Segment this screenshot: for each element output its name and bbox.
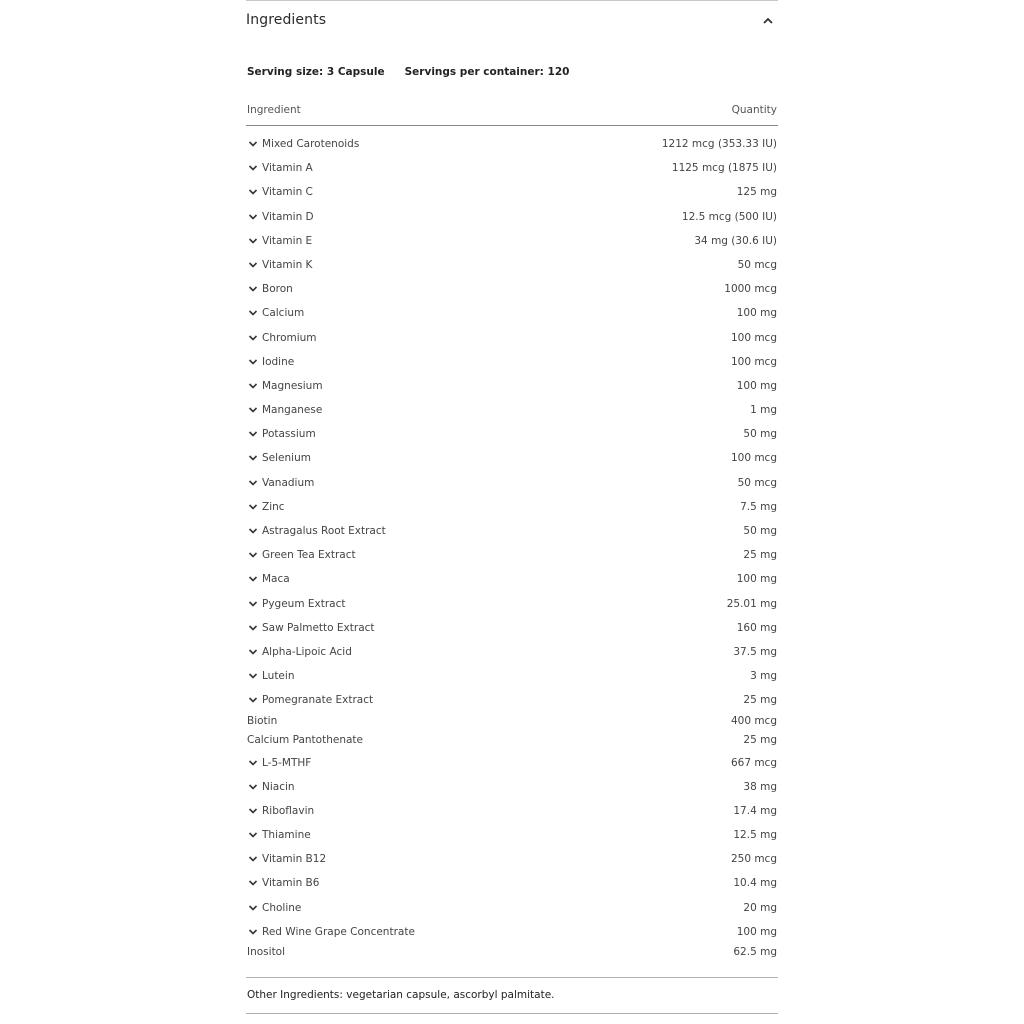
ingredient-name: Saw Palmetto Extract	[262, 621, 375, 634]
serving-info	[247, 66, 569, 78]
ingredient-name: Chromium	[262, 331, 317, 344]
ingredient-row[interactable]	[246, 567, 778, 591]
ingredient-quantity: 38 mg	[743, 780, 777, 793]
column-header-ingredient: Ingredient	[247, 104, 301, 116]
chevron-down-icon[interactable]	[248, 261, 258, 269]
ingredient-name: Pomegranate Extract	[262, 694, 374, 707]
ingredient-name: Manganese	[262, 404, 323, 417]
ingredient-name: Mixed Carotenoids	[262, 138, 360, 150]
chevron-down-icon[interactable]	[248, 831, 258, 839]
ingredient-quantity: 37.5 mg	[733, 645, 777, 658]
ingredient-quantity: 100 mg	[736, 379, 777, 392]
ingredient-row[interactable]	[246, 132, 778, 156]
ingredient-name: Pygeum Extract	[262, 597, 346, 610]
ingredient-quantity: 100 mcg	[730, 355, 777, 368]
ingredient-quantity: 1000 mcg	[724, 283, 777, 296]
chevron-down-icon[interactable]	[248, 503, 258, 511]
ingredient-row[interactable]	[246, 664, 778, 688]
chevron-down-icon[interactable]	[248, 479, 258, 487]
ingredient-name: Niacin	[262, 780, 295, 793]
ingredient-quantity: 25 mg	[743, 733, 777, 746]
ingredient-name: Biotin	[247, 714, 278, 727]
ingredient-row[interactable]	[246, 823, 778, 847]
chevron-down-icon[interactable]	[248, 600, 258, 608]
ingredient-name: Calcium	[262, 307, 305, 320]
ingredient-quantity: 10.4 mg	[733, 877, 777, 890]
chevron-down-icon[interactable]	[248, 454, 258, 462]
ingredient-row[interactable]	[246, 326, 778, 350]
chevron-down-icon[interactable]	[248, 879, 258, 887]
table-header	[246, 104, 778, 126]
ingredient-quantity: 250 mcg	[730, 853, 777, 866]
ingredient-row[interactable]	[246, 616, 778, 640]
ingredient-name: Vitamin E	[262, 234, 313, 247]
ingredient-row[interactable]	[246, 156, 778, 180]
ingredient-quantity: 1 mg	[750, 404, 777, 417]
ingredient-quantity: 34 mg (30.6 IU)	[694, 234, 777, 247]
chevron-down-icon[interactable]	[248, 358, 258, 366]
ingredient-name: Thiamine	[262, 829, 311, 842]
ingredient-name: Iodine	[262, 355, 295, 368]
ingredient-name: Riboflavin	[262, 804, 315, 817]
chevron-down-icon[interactable]	[248, 807, 258, 815]
chevron-down-icon[interactable]	[248, 334, 258, 342]
ingredient-quantity: 400 mcg	[730, 714, 777, 727]
ingredient-name: Vitamin B6	[262, 877, 320, 890]
ingredient-quantity: 100 mg	[736, 307, 777, 320]
ingredient-row[interactable]	[246, 871, 778, 895]
ingredient-name: Astragalus Root Extract	[262, 525, 386, 537]
ingredient-quantity: 1212 mcg (353.33 IU)	[661, 138, 777, 150]
ingredient-quantity: 50 mcg	[737, 258, 777, 271]
ingredient-row[interactable]	[246, 253, 778, 277]
ingredient-row[interactable]	[246, 688, 778, 712]
ingredient-quantity: 12.5 mg	[733, 829, 777, 842]
ingredient-quantity: 7.5 mg	[740, 500, 777, 513]
chevron-down-icon[interactable]	[248, 855, 258, 863]
ingredient-name: Alpha-Lipoic Acid	[262, 645, 352, 658]
chevron-down-icon[interactable]	[248, 430, 258, 438]
ingredient-name: Magnesium	[262, 379, 323, 392]
chevron-down-icon[interactable]	[248, 213, 258, 221]
bottom-divider	[246, 977, 778, 978]
ingredient-row[interactable]	[246, 229, 778, 253]
ingredient-row[interactable]	[246, 519, 778, 543]
ingredient-name: Red Wine Grape Concentrate	[262, 925, 415, 938]
chevron-down-icon[interactable]	[248, 406, 258, 414]
ingredient-row[interactable]	[246, 350, 778, 374]
ingredient-row[interactable]	[246, 751, 778, 775]
ingredient-row[interactable]	[246, 180, 778, 204]
ingredient-name: Vitamin B12	[262, 853, 327, 866]
ingredient-quantity: 25 mg	[743, 549, 777, 562]
section-title: Ingredients	[246, 12, 327, 28]
ingredient-name: Vitamin C	[262, 186, 313, 199]
ingredient-name: Vitamin A	[262, 162, 313, 175]
ingredient-quantity: 12.5 mcg (500 IU)	[681, 210, 777, 223]
chevron-down-icon[interactable]	[248, 928, 258, 936]
ingredient-name: Selenium	[262, 452, 311, 465]
ingredient-row[interactable]	[246, 205, 778, 229]
column-header-quantity: Quantity	[731, 104, 777, 116]
ingredient-name: Lutein	[262, 670, 295, 683]
ingredient-quantity: 667 mcg	[730, 756, 777, 769]
ingredient-quantity: 25.01 mg	[726, 597, 777, 610]
ingredient-quantity: 100 mg	[736, 925, 777, 938]
chevron-down-icon[interactable]	[248, 551, 258, 559]
ingredient-row[interactable]	[246, 422, 778, 446]
chevron-down-icon[interactable]	[248, 237, 258, 245]
chevron-down-icon[interactable]	[248, 285, 258, 293]
ingredient-quantity: 50 mg	[743, 428, 777, 441]
chevron-down-icon[interactable]	[248, 527, 258, 535]
chevron-down-icon[interactable]	[248, 783, 258, 791]
ingredient-quantity: 100 mg	[736, 573, 777, 586]
end-divider	[246, 1013, 778, 1014]
ingredient-row[interactable]	[246, 543, 778, 567]
ingredient-row[interactable]	[246, 775, 778, 799]
serving-size: Serving size: 3 Capsule	[247, 66, 385, 78]
ingredient-row[interactable]	[246, 446, 778, 470]
ingredient-name: Vanadium	[262, 476, 315, 489]
ingredient-name: Choline	[262, 901, 302, 914]
ingredient-quantity: 50 mcg	[737, 476, 777, 489]
ingredient-name: Vitamin D	[262, 210, 314, 223]
ingredient-quantity: 50 mg	[743, 525, 777, 537]
chevron-up-icon[interactable]	[760, 13, 776, 29]
chevron-down-icon[interactable]	[248, 382, 258, 390]
ingredient-row[interactable]	[246, 592, 778, 616]
servings-per-container: Servings per container: 120	[404, 66, 570, 78]
ingredient-name: Maca	[262, 573, 290, 586]
chevron-down-icon[interactable]	[248, 140, 258, 148]
ingredient-name: Potassium	[262, 428, 316, 441]
ingredient-row	[246, 732, 778, 751]
top-divider	[246, 0, 778, 1]
ingredient-name: L-5-MTHF	[262, 756, 312, 769]
ingredient-quantity: 125 mg	[736, 186, 777, 199]
chevron-down-icon[interactable]	[248, 672, 258, 680]
ingredient-row[interactable]	[246, 495, 778, 519]
chevron-down-icon[interactable]	[248, 188, 258, 196]
ingredient-name: Boron	[262, 283, 293, 296]
ingredients-panel	[246, 0, 778, 1024]
ingredient-row[interactable]	[246, 799, 778, 823]
ingredient-row[interactable]	[246, 896, 778, 920]
chevron-down-icon[interactable]	[248, 309, 258, 317]
ingredient-quantity: 25 mg	[743, 694, 777, 707]
ingredient-row	[246, 944, 778, 963]
ingredient-quantity: 100 mcg	[730, 452, 777, 465]
ingredient-quantity: 1125 mcg (1875 IU)	[671, 162, 777, 175]
chevron-down-icon[interactable]	[248, 648, 258, 656]
ingredient-row	[246, 713, 778, 732]
header-divider	[246, 125, 778, 126]
ingredient-row[interactable]	[246, 277, 778, 301]
ingredient-quantity: 160 mg	[736, 621, 777, 634]
ingredients-header[interactable]	[246, 10, 778, 36]
ingredient-quantity: 20 mg	[743, 901, 777, 914]
ingredient-row[interactable]	[246, 640, 778, 664]
chevron-down-icon[interactable]	[248, 696, 258, 704]
ingredient-name: Vitamin K	[262, 258, 313, 271]
ingredient-row[interactable]	[246, 471, 778, 495]
ingredient-quantity: 62.5 mg	[733, 946, 777, 958]
ingredient-quantity: 3 mg	[750, 670, 777, 683]
chevron-down-icon[interactable]	[248, 575, 258, 583]
ingredient-name: Inositol	[247, 946, 286, 958]
chevron-down-icon[interactable]	[248, 904, 258, 912]
chevron-down-icon[interactable]	[248, 624, 258, 632]
ingredient-quantity: 100 mcg	[730, 331, 777, 344]
ingredient-name: Zinc	[262, 500, 285, 513]
ingredient-row[interactable]	[246, 398, 778, 422]
chevron-down-icon[interactable]	[248, 759, 258, 767]
ingredient-quantity: 17.4 mg	[733, 804, 777, 817]
chevron-down-icon[interactable]	[248, 164, 258, 172]
ingredient-row[interactable]	[246, 374, 778, 398]
ingredient-name: Green Tea Extract	[262, 549, 356, 562]
ingredient-row[interactable]	[246, 847, 778, 871]
ingredient-list	[246, 132, 778, 963]
other-ingredients: Other Ingredients: vegetarian capsule, ascorbyl palmitate.	[247, 989, 555, 1001]
ingredient-row[interactable]	[246, 920, 778, 944]
ingredient-row[interactable]	[246, 301, 778, 325]
ingredient-name: Calcium Pantothenate	[247, 733, 363, 746]
